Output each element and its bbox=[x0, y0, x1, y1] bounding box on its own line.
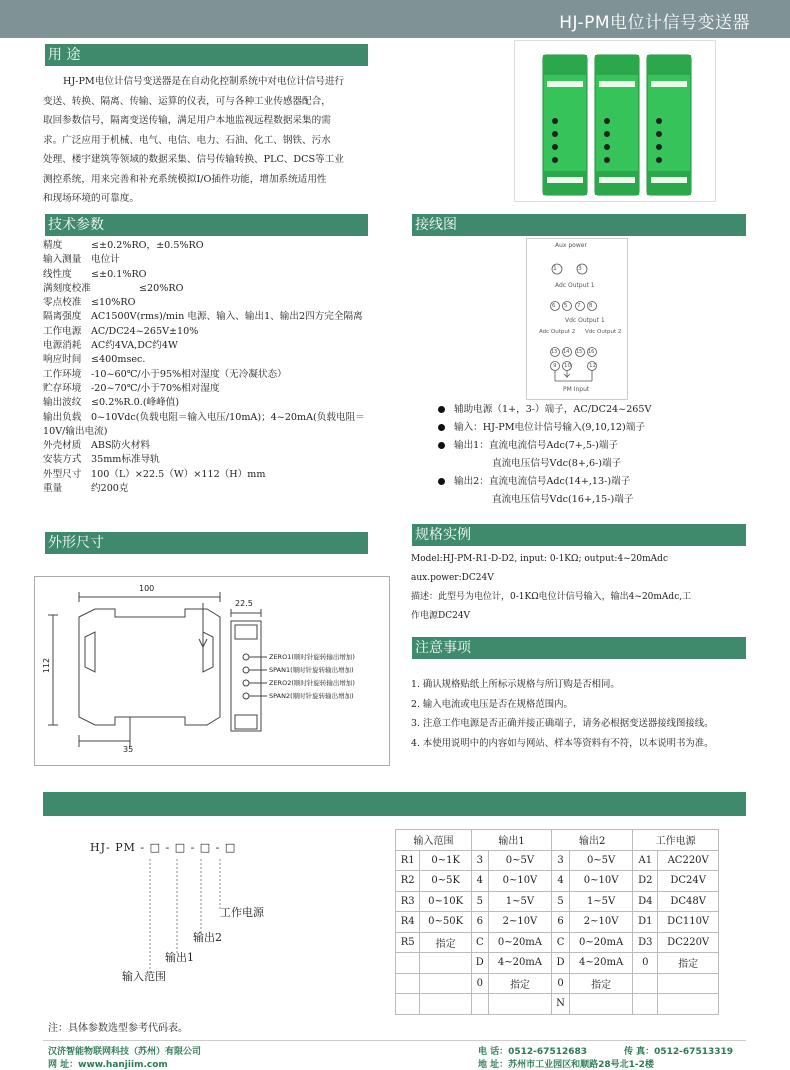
table-cell bbox=[471, 994, 488, 1015]
selection-bar bbox=[43, 792, 746, 816]
section-tech-title: 技术参数 bbox=[48, 217, 104, 233]
param-value: 100（L）×22.5（W）×112（H）mm bbox=[91, 468, 266, 480]
table-cell: A1 bbox=[633, 850, 658, 871]
param-row bbox=[43, 268, 388, 282]
param-row bbox=[43, 239, 388, 253]
wiring-item-text: 输出2：直流电流信号Adc(14+,13-)端子 bbox=[454, 476, 631, 487]
terminal-label: 7 bbox=[577, 303, 581, 309]
table-cell: 指定 bbox=[569, 973, 632, 994]
param-row bbox=[43, 396, 388, 410]
param-key: 外型尺寸 bbox=[43, 468, 82, 480]
param-value: AC约4VA,DC约4W bbox=[91, 340, 178, 352]
table-cell: C bbox=[471, 932, 488, 953]
table-header: 输入范围 bbox=[396, 830, 472, 851]
label-output1: 输出1 bbox=[165, 951, 194, 964]
purpose-line: HJ-PM电位计信号变送器是在自动化控制系统中对电位计信号进行 bbox=[63, 76, 345, 87]
param-key: 隔离强度 bbox=[43, 311, 82, 323]
pot-labels bbox=[269, 651, 355, 703]
notice-item: 2. 输入电流或电压是否在规格范围内。 bbox=[411, 698, 573, 710]
diagram-vdc1-label: Vdc Output 1 bbox=[565, 317, 605, 324]
table-row bbox=[396, 912, 719, 933]
table-cell: 1~5V bbox=[488, 891, 551, 912]
pot-label: SPAN1(顺时针旋转输出增加) bbox=[269, 666, 354, 674]
param-key: 满刻度校准 bbox=[43, 282, 91, 294]
table-cell bbox=[658, 973, 719, 994]
spec-line: 作电源DC24V bbox=[411, 611, 471, 621]
table-cell: 2~10V bbox=[569, 912, 632, 933]
purpose-line: 求。广泛应用于机械、电气、电信、电力、石油、化工、钢铁、污水 bbox=[43, 134, 331, 146]
terminal-label: 12 bbox=[589, 363, 596, 369]
table-cell: 1~5V bbox=[569, 891, 632, 912]
param-key: 电源消耗 bbox=[43, 340, 82, 352]
param-value: 约200克 bbox=[91, 483, 129, 495]
param-value: ≤10%RO bbox=[91, 297, 136, 309]
footer-divider bbox=[43, 1040, 746, 1041]
table-cell: DC24V bbox=[658, 871, 719, 892]
table-row bbox=[396, 871, 719, 892]
purpose-line: 和现场环境的可靠度。 bbox=[43, 193, 139, 204]
diagram-aux-label: Aux power bbox=[555, 242, 587, 249]
param-value: 0~10Vdc(负载电阻＝输入电压/10mA)；4~20mA(负载电阻＝ bbox=[91, 411, 365, 423]
wiring-diagram bbox=[526, 238, 628, 400]
table-cell: 4 bbox=[471, 871, 488, 892]
table-cell: 5 bbox=[552, 891, 570, 912]
dimension-drawing bbox=[34, 576, 390, 766]
table-cell: 0 bbox=[471, 973, 488, 994]
terminal-label: 8 bbox=[589, 303, 593, 309]
param-row bbox=[43, 482, 388, 496]
pot-label: ZERO2(顺时针旋转输出增加) bbox=[269, 679, 355, 687]
table-cell: 指定 bbox=[420, 932, 472, 953]
purpose-line: 测控系统，用来完善和补充系统模拟I/O插件功能，增加系统适用性 bbox=[43, 173, 327, 185]
header-bar bbox=[0, 0, 790, 38]
table-cell: 3 bbox=[471, 850, 488, 871]
wiring-item bbox=[438, 437, 758, 455]
section-purpose-header bbox=[43, 44, 368, 66]
notice-list bbox=[411, 675, 781, 753]
table-cell: N bbox=[552, 994, 570, 1015]
wiring-item-text: 输出1：直流电流信号Adc(7+,5-)端子 bbox=[454, 440, 619, 451]
section-notice-title: 注意事项 bbox=[415, 640, 471, 656]
table-cell: D3 bbox=[633, 932, 658, 953]
param-value: ≤400msec. bbox=[91, 354, 146, 366]
table-row bbox=[396, 973, 719, 994]
terminal-label: 13 bbox=[551, 349, 558, 355]
param-row bbox=[43, 310, 388, 324]
terminal-label: 10 bbox=[564, 363, 571, 369]
table-cell bbox=[396, 994, 420, 1015]
table-cell bbox=[396, 973, 420, 994]
pot-label: ZERO1(顺时针旋转输出增加) bbox=[269, 653, 355, 661]
spec-line: Model:HJ-PM-R1-D-D2, input: 0-1KΩ; output:4~20mAdc bbox=[411, 554, 668, 564]
table-cell: 0~1K bbox=[420, 850, 472, 871]
terminal-label: 6 bbox=[552, 303, 556, 309]
section-wiring-header bbox=[410, 214, 746, 236]
terminal-label: 14 bbox=[563, 349, 570, 355]
param-row bbox=[43, 339, 388, 353]
table-cell: 0~5V bbox=[569, 850, 632, 871]
bullet-icon bbox=[438, 424, 445, 431]
table-cell bbox=[488, 994, 551, 1015]
purpose-line: 取回参数信号，隔离变送传输，满足用户本地监视远程数据采集的需 bbox=[43, 115, 331, 126]
section-wiring-title: 接线图 bbox=[415, 217, 457, 233]
terminal-label: 1 bbox=[553, 265, 557, 272]
table-header: 输出1 bbox=[471, 830, 551, 851]
table-cell: R3 bbox=[396, 891, 420, 912]
spec-line: aux.power:DC24V bbox=[411, 573, 494, 583]
param-value: AC1500V(rms)/min 电源、输入、输出1、输出2四方完全隔离 bbox=[91, 311, 363, 323]
param-row bbox=[43, 353, 388, 367]
table-cell: 0~10K bbox=[420, 891, 472, 912]
table-cell: AC220V bbox=[658, 850, 719, 871]
table-cell: R1 bbox=[396, 850, 420, 871]
purpose-line: 处理、楼宇建筑等领域的数据采集、信号传输转换、PLC、DCS等工业 bbox=[43, 154, 344, 165]
table-cell: 0 bbox=[633, 953, 658, 974]
notice-item: 1. 确认规格贴纸上所标示规格与所订购是否相同。 bbox=[411, 679, 620, 690]
table-row bbox=[396, 932, 719, 953]
table-cell: DC110V bbox=[658, 912, 719, 933]
param-key: 输入测量 bbox=[43, 254, 82, 266]
param-key: 安装方式 bbox=[43, 454, 82, 466]
table-cell: R2 bbox=[396, 871, 420, 892]
table-cell: 4~20mA bbox=[569, 953, 632, 974]
table-cell: 6 bbox=[471, 912, 488, 933]
table-cell bbox=[420, 994, 472, 1015]
footer-address: 地 址：苏州市工业园区和顺路28号北1-2楼 bbox=[478, 1060, 654, 1070]
diagram-adc1-label: Adc Output 1 bbox=[555, 282, 595, 289]
section-purpose-title: 用 途 bbox=[48, 47, 81, 63]
table-cell: 0~20mA bbox=[488, 932, 551, 953]
section-spec-header bbox=[410, 524, 746, 546]
section-dimensions-title: 外形尺寸 bbox=[48, 535, 104, 551]
table-cell: D4 bbox=[633, 891, 658, 912]
table-cell bbox=[633, 973, 658, 994]
bullet-icon bbox=[438, 442, 445, 449]
param-value: 35mm标准导轨 bbox=[91, 454, 160, 466]
label-power: 工作电源 bbox=[220, 906, 264, 919]
table-cell: DC220V bbox=[658, 932, 719, 953]
purpose-text bbox=[43, 72, 378, 209]
param-value: 电位计 bbox=[91, 254, 120, 266]
table-cell: D1 bbox=[633, 912, 658, 933]
param-row bbox=[43, 368, 388, 382]
table-cell: 0~20mA bbox=[569, 932, 632, 953]
param-value: ≤±0.1%RO bbox=[91, 268, 147, 280]
table-cell: 4~20mA bbox=[488, 953, 551, 974]
product-modules-image bbox=[515, 41, 715, 201]
product-photo bbox=[514, 40, 716, 202]
table-row bbox=[396, 891, 719, 912]
table-header: 工作电源 bbox=[633, 830, 719, 851]
table-cell: D2 bbox=[633, 871, 658, 892]
wiring-list bbox=[438, 401, 758, 509]
table-cell: 0~10V bbox=[569, 871, 632, 892]
label-output2: 输出2 bbox=[193, 931, 222, 944]
param-key: 贮存环境 bbox=[43, 382, 82, 394]
table-cell: DC48V bbox=[658, 891, 719, 912]
wiring-item-text: 直流电压信号Vdc(8+,6-)端子 bbox=[492, 458, 622, 469]
table-cell bbox=[396, 953, 420, 974]
dim-depth-label: 22.5 bbox=[235, 599, 253, 608]
table-header-row bbox=[396, 830, 719, 851]
model-code-note: 注：具体参数选型参考代码表。 bbox=[48, 1023, 188, 1034]
param-key: 工作电源 bbox=[43, 325, 82, 337]
param-value: 10V/输出电流) bbox=[43, 425, 108, 437]
bullet-icon bbox=[438, 406, 445, 413]
code-table bbox=[395, 829, 719, 1015]
table-cell: 0~50K bbox=[420, 912, 472, 933]
param-value: ≤±0.2%RO，±0.5%RO bbox=[91, 240, 204, 251]
param-value: ≤20%RO bbox=[139, 282, 184, 294]
table-cell: R5 bbox=[396, 932, 420, 953]
param-key: 响应时间 bbox=[43, 354, 82, 366]
spec-text bbox=[411, 550, 751, 626]
table-cell bbox=[569, 994, 632, 1015]
param-row bbox=[43, 325, 388, 339]
dim-width-label: 100 bbox=[139, 584, 155, 593]
section-notice-header bbox=[410, 637, 746, 659]
bullet-icon bbox=[438, 478, 445, 485]
table-cell: D bbox=[471, 953, 488, 974]
footer-website: 网 址：www.hanjiim.com bbox=[48, 1060, 168, 1070]
model-code: HJ- PM - □ - □ - □ - □ bbox=[90, 841, 237, 854]
table-cell bbox=[420, 973, 472, 994]
table-cell: 指定 bbox=[658, 953, 719, 974]
table-cell bbox=[633, 994, 658, 1015]
param-key: 输出波纹 bbox=[43, 397, 82, 409]
param-row bbox=[43, 468, 388, 482]
param-value: AC/DC24~265V±10% bbox=[91, 325, 199, 337]
param-key: 线性度 bbox=[43, 268, 72, 280]
terminal-label: 5 bbox=[564, 303, 568, 309]
table-cell: 指定 bbox=[488, 973, 551, 994]
param-key: 重量 bbox=[43, 483, 63, 495]
table-cell: R4 bbox=[396, 912, 420, 933]
footer-fax: 传 真：0512-67513319 bbox=[624, 1047, 734, 1057]
param-row bbox=[43, 425, 388, 439]
table-cell: 0 bbox=[552, 973, 570, 994]
wiring-item-text: 输入：HJ-PM电位计信号输入(9,10,12)端子 bbox=[454, 422, 645, 433]
footer-company: 汉济智能物联网科技（苏州）有限公司 bbox=[48, 1047, 202, 1057]
pot-label: SPAN2(顺时针旋转输出增加) bbox=[269, 692, 354, 700]
spec-line: 描述：此型号为电位计，0-1KΩ电位计信号输入，输出4~20mAdc,工 bbox=[411, 592, 692, 602]
wiring-item-text: 直流电压信号Vdc(16+,15-)端子 bbox=[492, 494, 634, 505]
param-value: ABS防火材料 bbox=[91, 440, 150, 452]
param-row bbox=[43, 439, 388, 453]
label-input-range: 输入范围 bbox=[122, 970, 166, 983]
notice-item: 4. 本使用说明中的内容如与网站、样本等资料有不符，以本说明书为准。 bbox=[411, 737, 714, 749]
wiring-item bbox=[438, 491, 758, 509]
table-cell: 0~5V bbox=[488, 850, 551, 871]
param-value: -20~70℃/小于70%相对湿度 bbox=[91, 382, 220, 394]
section-spec-title: 规格实例 bbox=[415, 527, 471, 543]
diagram-adc2-label: Adc Output 2 bbox=[539, 329, 576, 335]
param-key: 外壳材质 bbox=[43, 440, 82, 452]
terminal-label: 16 bbox=[588, 349, 595, 355]
page-title: HJ-PM电位计信号变送器 bbox=[559, 13, 750, 33]
param-row bbox=[43, 453, 388, 467]
table-cell bbox=[420, 953, 472, 974]
notice-item: 3. 注意工作电源是否正确并接正确端子，请务必根据变送器接线图接线。 bbox=[411, 718, 714, 729]
wiring-item-text: 辅助电源（1+，3-）端子，AC/DC24~265V bbox=[454, 404, 652, 415]
table-row bbox=[396, 953, 719, 974]
param-row bbox=[43, 296, 388, 310]
table-cell: 4 bbox=[552, 871, 570, 892]
tech-params-list bbox=[43, 239, 388, 496]
purpose-line: 变送、转换、隔离、传输、运算的仪表，可与各种工业传感器配合， bbox=[43, 95, 331, 107]
terminal-label: 3 bbox=[578, 265, 582, 272]
table-cell: D bbox=[552, 953, 570, 974]
param-row bbox=[43, 253, 388, 267]
param-key: 输出负载 bbox=[43, 411, 82, 423]
table-header: 输出2 bbox=[552, 830, 633, 851]
param-row bbox=[43, 382, 388, 396]
wiring-item bbox=[438, 401, 758, 419]
diagram-pm-label: PM Input bbox=[563, 386, 590, 393]
param-key: 精度 bbox=[43, 240, 63, 251]
param-value: ≤0.2%R.0.(峰峰值) bbox=[91, 397, 180, 409]
diagram-vdc2-label: Vdc Output 2 bbox=[585, 329, 622, 335]
table-row bbox=[396, 994, 719, 1015]
table-row bbox=[396, 850, 719, 871]
table-cell: 2~10V bbox=[488, 912, 551, 933]
wiring-item bbox=[438, 419, 758, 437]
wiring-item bbox=[438, 455, 758, 473]
footer-phone: 电 话：0512-67512683 bbox=[478, 1047, 588, 1057]
param-row bbox=[43, 411, 388, 425]
table-cell: C bbox=[552, 932, 570, 953]
table-cell: 5 bbox=[471, 891, 488, 912]
param-key: 工作环境 bbox=[43, 368, 82, 380]
table-cell: 0~5K bbox=[420, 871, 472, 892]
param-key: 零点校准 bbox=[43, 297, 82, 309]
dim-base-label: 35 bbox=[123, 745, 134, 754]
section-tech-header bbox=[43, 214, 368, 236]
param-value: -10~60℃/小于95%相对湿度（无冷凝状态） bbox=[91, 368, 287, 380]
section-dimensions-header bbox=[43, 532, 368, 554]
table-cell: 6 bbox=[552, 912, 570, 933]
terminal-label: 9 bbox=[553, 363, 557, 369]
param-row bbox=[43, 282, 388, 296]
dim-height-label: 112 bbox=[42, 657, 52, 674]
table-cell: 3 bbox=[552, 850, 570, 871]
table-cell: 0~10V bbox=[488, 871, 551, 892]
terminal-label: 15 bbox=[576, 349, 583, 355]
table-cell bbox=[658, 994, 719, 1015]
wiring-item bbox=[438, 473, 758, 491]
